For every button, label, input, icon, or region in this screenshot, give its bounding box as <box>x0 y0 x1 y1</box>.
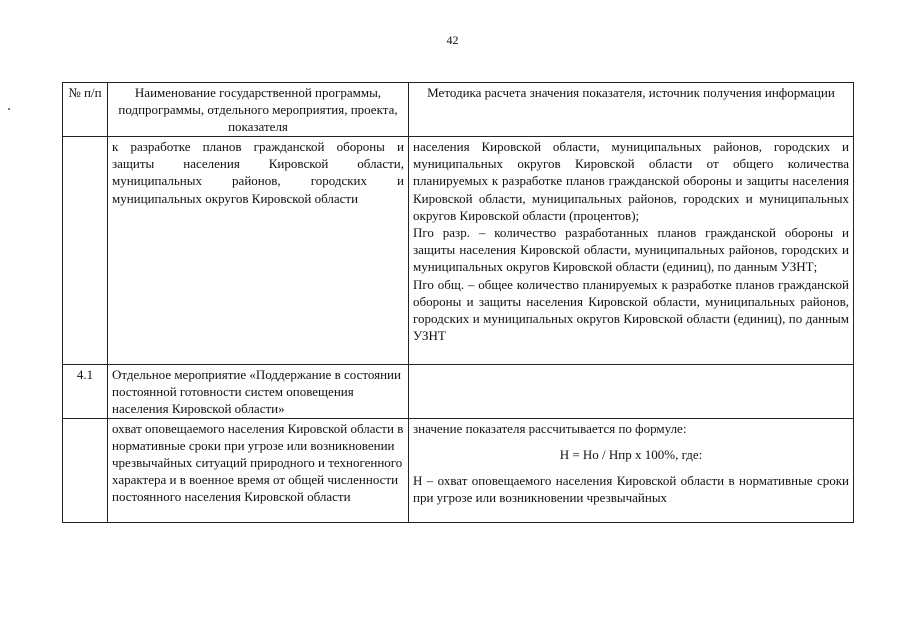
row-name-text: Отдельное мероприятие «Поддержание в состоянии постоянной готовности систем оповещения населения Кировской области» <box>112 367 401 417</box>
header-method-cell <box>409 83 854 137</box>
header-num-cell <box>63 83 108 137</box>
header-method-text: Методика расчета значения показателя, источник получения информации <box>427 85 835 100</box>
method-intro: значение показателя рассчитывается по формуле: <box>413 420 687 436</box>
header-num-text: № п/п <box>68 85 102 100</box>
table-row <box>63 137 854 365</box>
row-name-text: к разработке планов гражданской обороны и защиты населения Кировской области, муниципальных районов, городских и муниципальных округов Кировской области <box>112 139 404 206</box>
formula: Н = Но / Нпр х 100%, где: <box>559 446 703 462</box>
method-paragraph: населения Кировской области, муниципальных районов, городских и муниципальных округов Кировской области от общего количества планируемых к разработке планов гражданской обороны и защиты населения Кировской области, муниципальных районов, городских и муниципальных округов Кировской области (процентов); <box>413 139 849 223</box>
row-num-text: 4.1 <box>76 367 94 382</box>
row-method-cell <box>409 418 854 522</box>
table-header-row <box>63 83 854 137</box>
row-num-cell <box>63 137 108 365</box>
row-num-cell <box>63 418 108 522</box>
row-num-cell <box>63 365 108 419</box>
method-paragraph: Н – охват оповещаемого населения Кировской области в нормативные сроки при угрозе или возникновении чрезвычайных <box>413 473 849 506</box>
header-name-cell <box>108 83 409 137</box>
page-number: 42 <box>446 33 459 47</box>
header-name-text: Наименование государственной программы, подпрограммы, отдельного мероприятия, проекта, показателя <box>118 85 398 135</box>
margin-mark <box>8 108 10 110</box>
method-paragraph: Пго разр. – количество разработанных планов гражданской обороны и защиты населения Кировской области, муниципальных районов, городских и муниципальных округов Кировской области (единиц), по данным УЗНТ; <box>413 225 849 275</box>
row-name-cell <box>108 418 409 522</box>
row-name-cell <box>108 137 409 365</box>
row-method-cell <box>409 365 854 419</box>
row-name-cell <box>108 365 409 419</box>
indicator-table <box>62 82 854 523</box>
method-paragraph: Пго общ. – общее количество планируемых к разработке планов гражданской обороны и защиты населения Кировской области, муниципальных районов, городских и муниципальных округов Кировской области (единиц), по данным УЗНТ <box>413 276 849 344</box>
table-row <box>63 418 854 522</box>
row-method-cell <box>409 137 854 365</box>
table-row <box>63 365 854 419</box>
row-name-text: охват оповещаемого населения Кировской области в нормативные сроки при угрозе или возникновении чрезвычайных ситуаций природного и техногенного характера и в военное время от общей численности постоянного населения Кировской области <box>112 420 404 505</box>
